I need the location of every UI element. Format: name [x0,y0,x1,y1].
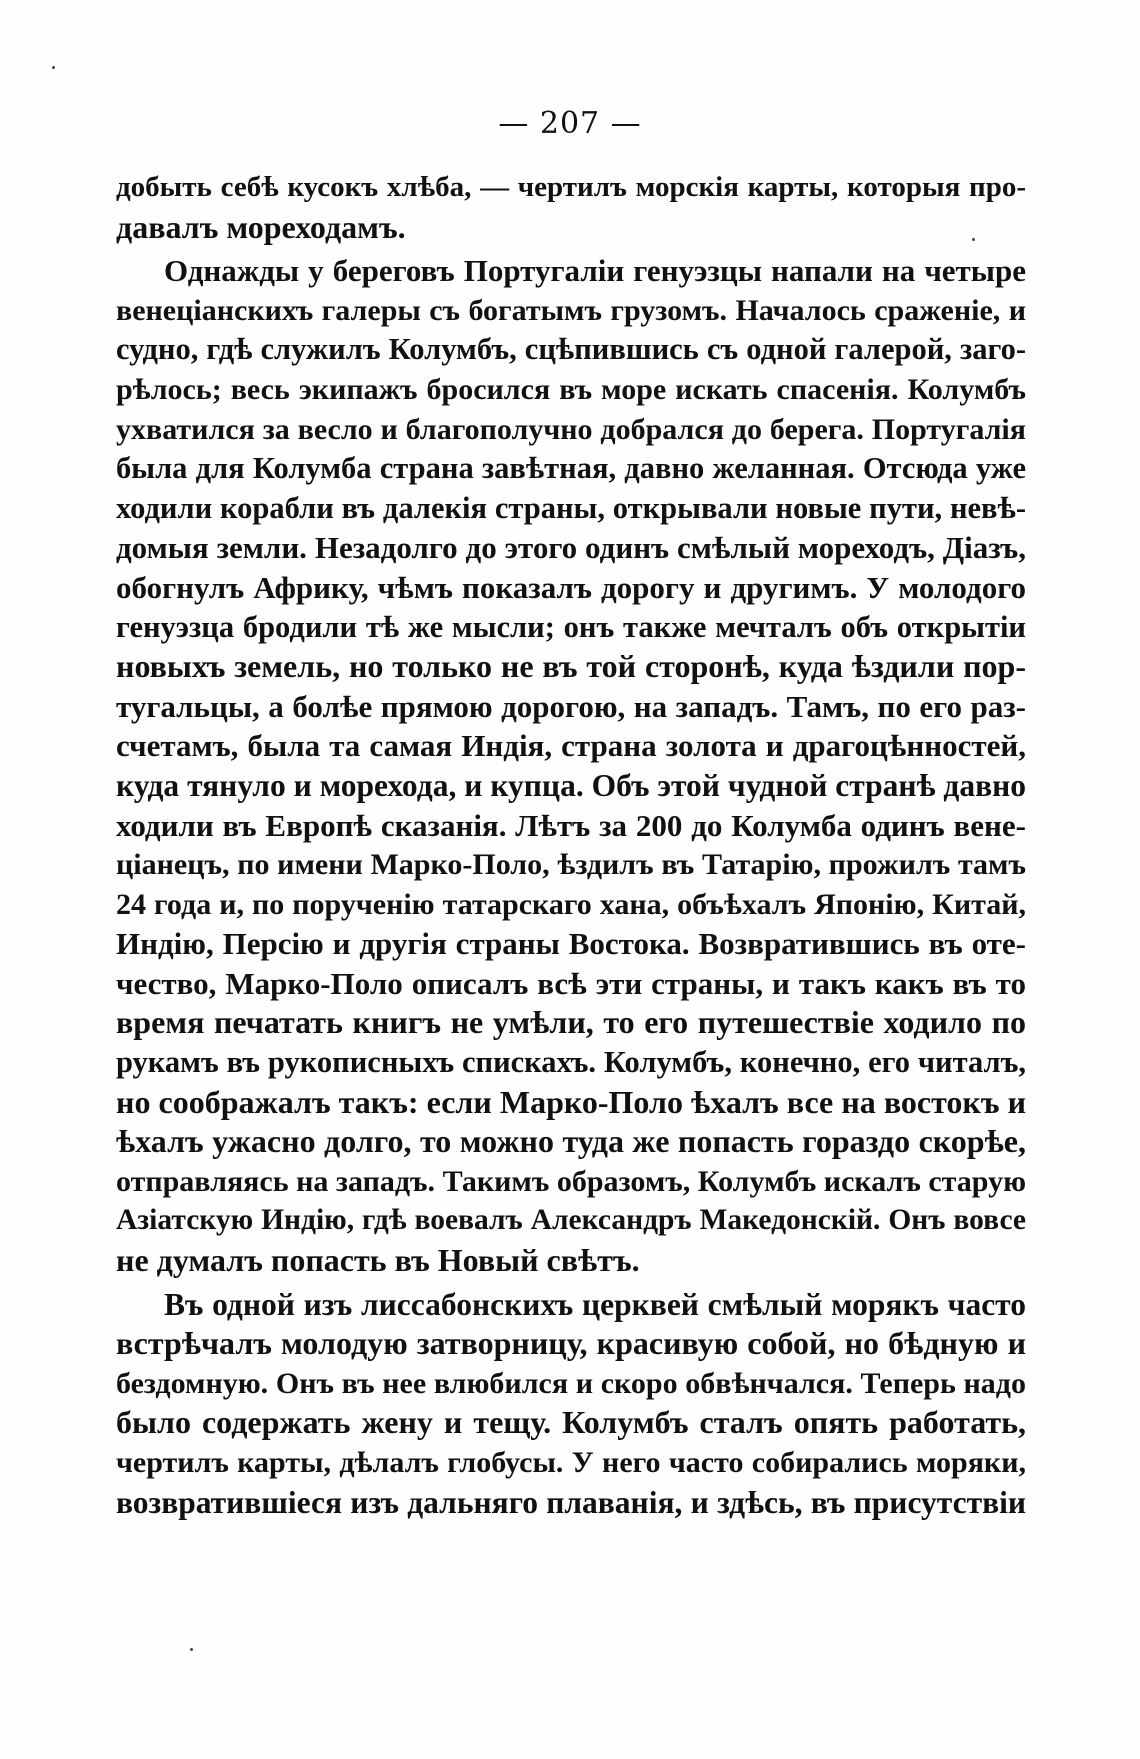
text-line: домыя земли. Незадолго до этого одинъ смѣлый мореходъ, Діазъ, [116,530,1026,566]
text-line: Однажды у береговъ Португаліи генуэзцы напали на четыре [164,253,1026,289]
text-line: куда тянуло и морехода, и купца. Объ этой чудной странѣ давно [116,767,1026,803]
text-line: 24 года и, по порученію татарскаго хана, объѣхалъ Японію, Китай, [116,887,1026,921]
text-line: ціанецъ, по имени Марко-Поло, ѣздилъ въ Татарію, прожилъ тамъ [116,848,1026,882]
text-line: Индію, Персію и другія страны Востока. Возвратившись въ оте- [116,926,1026,962]
text-line: судно, гдѣ служилъ Колумбъ, сцѣпившись съ одной галерой, заго- [116,332,1026,367]
text-line: не думалъ попасть въ Новый свѣтъ. [116,1242,640,1279]
text-line: чертилъ карты, дѣлалъ глобусы. У него часто собирались моряки, [116,1446,1026,1479]
text-line: рукамъ въ рукописныхъ спискахъ. Колумбъ, конечно, его читалъ, [116,1045,1026,1080]
scan-speck [190,1648,193,1651]
page-text [116,168,1026,1522]
text-line: бездомную. Онъ въ нее влюбился и скоро обвѣнчался. Теперь надо [116,1366,1026,1400]
scan-speck [52,66,55,69]
page-number: — 207 — [498,106,642,141]
text-line: счетамъ, была та самая Индія, страна золота и драгоцѣнностей, [116,728,1026,764]
text-line: ухватился за весло и благополучно добрался до берега. Португалія [116,412,1026,446]
text-line: Въ одной изъ лиссабонскихъ церквей смѣлый морякъ часто [164,1286,1026,1322]
text-line: ѣхалъ ужасно долго, то можно туда же попасть гораздо скорѣе, [116,1123,1026,1160]
text-line: было содержать жену и тещу. Колумбъ сталъ опять работать, [116,1404,1026,1441]
text-line: новыхъ земель, но только не въ той сторонѣ, куда ѣздили пор- [116,648,1026,685]
text-line: отправляясь на западъ. Такимъ образомъ, Колумбъ искалъ старую [116,1164,1026,1198]
text-line: чество, Марко-Поло описалъ всѣ эти страны, и такъ какъ въ то [116,965,1026,1001]
text-line: ходили въ Европѣ сказанія. Лѣтъ за 200 до Колумба одинъ вене- [116,807,1026,843]
text-line: обогнулъ Африку, чѣмъ показалъ дорогу и другимъ. У молодого [116,569,1026,605]
text-line: добыть себѣ кусокъ хлѣба, — чертилъ морскія карты, которыя про- [116,171,1026,203]
text-line: возвратившіеся изъ дальняго плаванія, и здѣсь, въ присутствіи [116,1484,1026,1520]
text-line: тугальцы, а болѣе прямою дорогою, на западъ. Тамъ, по его раз- [116,688,1026,724]
text-line: Азіатскую Индію, гдѣ воевалъ Александръ Македонскій. Онъ вовсе [116,1204,1026,1237]
text-line: время печатать книгъ не умѣли, то его путешествіе ходило по [116,1004,1026,1041]
text-line: но соображалъ такъ: если Марко-Поло ѣхалъ все на востокъ и [116,1083,1026,1120]
scan-speck [972,238,975,241]
text-line: генуэзца бродили тѣ же мысли; онъ также мечталъ объ открытіи [116,609,1026,644]
text-line: венеціанскихъ галеры съ богатымъ грузомъ. Началось сраженіе, и [116,293,1026,327]
text-line: была для Колумба страна завѣтная, давно желанная. Отсюда уже [116,451,1026,486]
text-line: давалъ мореходамъ. [116,208,406,245]
text-line: встрѣчалъ молодую затворницу, красивую собой, но бѣдную и [116,1325,1026,1362]
text-line: ходили корабли въ далекія страны, открывали новые пути, невѣ- [116,490,1026,525]
text-line: рѣлось; весь экипажъ бросился въ море искать спасенія. Колумбъ [116,372,1026,406]
